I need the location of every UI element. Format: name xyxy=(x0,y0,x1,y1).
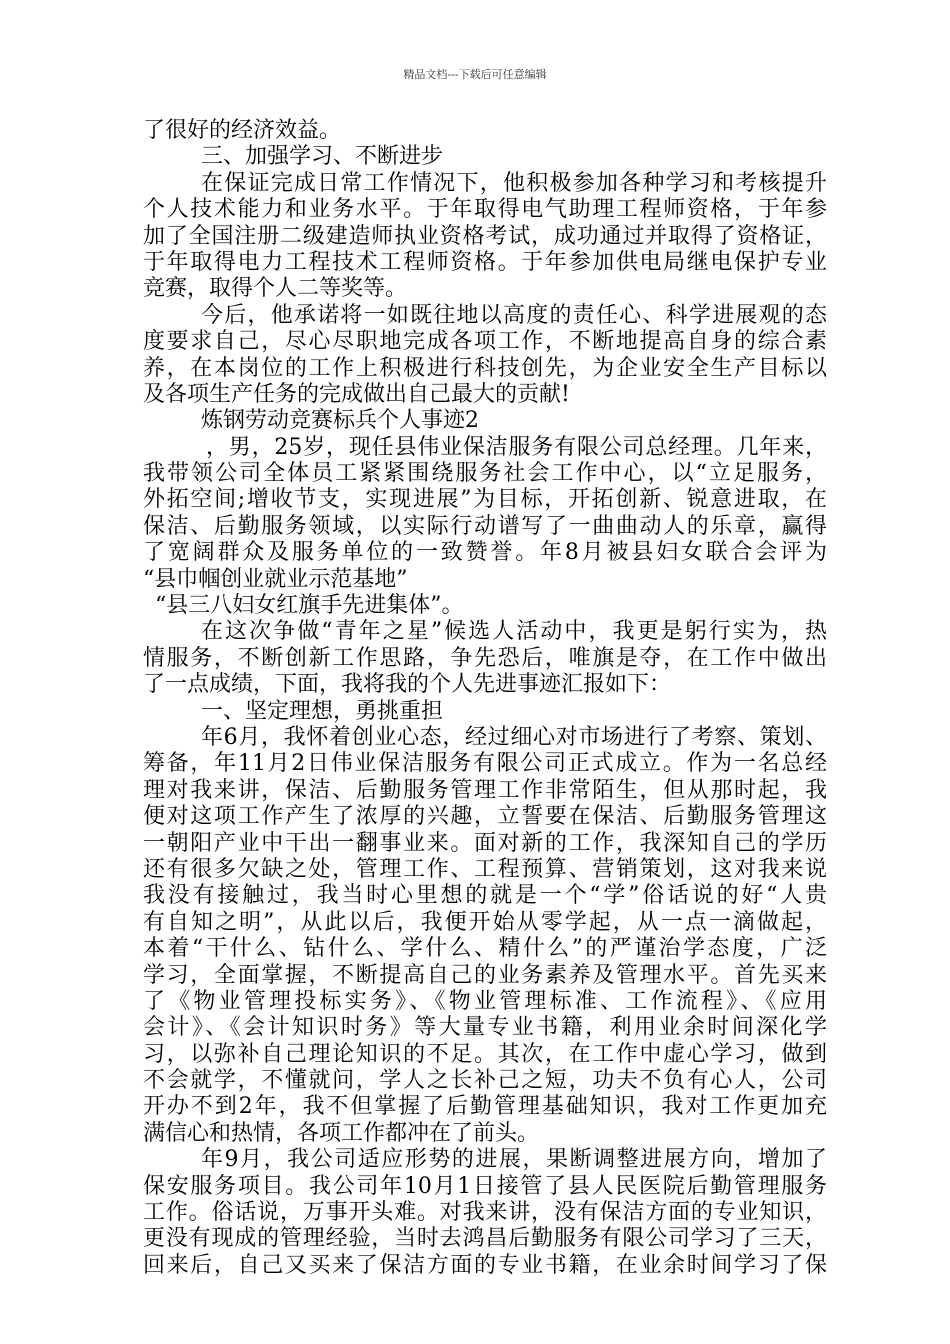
text-line: 养，在本岗位的工作上积极进行科技创先，为企业安全生产目标以 xyxy=(143,355,827,381)
text-line: 更没有现成的管理经验，当时去鸿昌后勤服务有限公司学习了三天， xyxy=(143,1226,827,1252)
text-line: 了一点成绩，下面，我将我的个人先进事迹汇报如下： xyxy=(143,672,672,698)
text-line: 保洁、后勤服务领域，以实际行动谱写了一曲曲动人的乐章，赢得 xyxy=(143,513,827,539)
text-line: 满信心和热情，各项工作都冲在了前头。 xyxy=(143,1120,540,1146)
text-line: 理对我来讲，保洁、后勤服务管理工作非常陌生，但从那时起，我 xyxy=(143,777,827,803)
text-line: 一朝阳产业中干出一翻事业来。面对新的工作，我深知自己的学历 xyxy=(143,830,827,856)
text-line: 情服务，不断创新工作思路，争先恐后，唯旗是夺，在工作中做出 xyxy=(143,645,827,671)
text-line: 一、坚定理想，勇挑重担 xyxy=(201,698,444,724)
text-line: 度要求自己，尽心尽职地完成各项工作，不断地提高自身的综合素 xyxy=(143,329,827,355)
text-line: 了很好的经济效益。 xyxy=(143,118,342,143)
text-line: 竞赛，取得个人二等奖等。 xyxy=(143,276,408,302)
text-line: 会计》、《会计知识时务》等大量专业书籍，利用业余时间深化学 xyxy=(143,1015,827,1041)
document-body xyxy=(143,118,827,1279)
text-line: 还有很多欠缺之处，管理工作、工程预算、营销策划，这对我来说 xyxy=(143,856,827,882)
text-line: “县三八妇女红旗手先进集体”。 xyxy=(155,593,464,619)
text-line: ，男，25岁，现任县伟业保洁服务有限公司总经理。几年来， xyxy=(206,434,827,460)
page-header: 精品文档---下载后可任意编辑 xyxy=(403,68,547,81)
text-line: 在保证完成日常工作情况下，他积极参加各种学习和考核提升 xyxy=(201,170,827,196)
text-line: 习，以弥补自己理论知识的不足。其次，在工作中虚心学习，做到 xyxy=(143,1041,827,1067)
text-line: 开办不到2年，我不但掌握了后勤管理基础知识，我对工作更加充 xyxy=(143,1094,827,1120)
text-line: 三、加强学习、不断进步 xyxy=(201,144,444,170)
text-line: 本着“干什么、钻什么、学什么、精什么”的严谨治学态度，广泛 xyxy=(143,936,827,962)
text-line: 不会就学，不懂就问，学人之长补己之短，功夫不负有心人，公司 xyxy=(143,1068,827,1094)
text-line: 了宽阔群众及服务单位的一致赞誉。年8月被县妇女联合会评为 xyxy=(143,540,827,566)
text-line: 年9月，我公司适应形势的进展，果断调整进展方向，增加了 xyxy=(201,1147,827,1173)
text-line: 工作。俗话说，万事开头难。对我来讲，没有保洁方面的专业知识， xyxy=(143,1200,827,1226)
text-line: 年6月，我怀着创业心态，经过细心对市场进行了考察、策划、 xyxy=(201,724,827,750)
text-line: 学习，全面掌握，不断提高自己的业务素养及管理水平。首先买来 xyxy=(143,962,827,988)
text-line: 保安服务项目。我公司年10月1日接管了县人民医院后勤管理服务 xyxy=(143,1173,827,1199)
text-line: 及各项生产任务的完成做出自己最大的贡献! xyxy=(143,381,570,407)
text-line: 回来后，自己又买来了保洁方面的专业书籍，在业余时间学习了保 xyxy=(143,1252,827,1278)
text-line: 于年取得电力工程技术工程师资格。于年参加供电局继电保护专业 xyxy=(143,249,827,275)
text-line: 我带领公司全体员工紧紧围绕服务社会工作中心，以“立足服务， xyxy=(143,461,827,487)
text-line: 加了全国注册二级建造师执业资格考试，成功通过并取得了资格证， xyxy=(143,223,827,249)
text-line: 了《物业管理投标实务》、《物业管理标准、工作流程》、《应用 xyxy=(143,988,827,1014)
text-line: 炼钢劳动竞赛标兵个人事迹2 xyxy=(201,408,479,434)
text-line: 今后，他承诺将一如既往地以高度的责任心、科学进展观的态 xyxy=(201,302,827,328)
text-line: 在这次争做“青年之星”候选人活动中，我更是躬行实为，热 xyxy=(201,619,827,645)
text-line: 个人技术能力和业务水平。于年取得电气助理工程师资格，于年参 xyxy=(143,197,827,223)
text-line: 外拓空间;增收节支，实现进展”为目标，开拓创新、锐意进取，在 xyxy=(143,487,827,513)
text-line: 便对这项工作产生了浓厚的兴趣，立誓要在保洁、后勤服务管理这 xyxy=(143,804,827,830)
text-line: 我没有接触过，我当时心里想的就是一个“学”俗话说的好“人贵 xyxy=(143,883,827,909)
text-line: 有自知之明”，从此以后，我便开始从零学起，从一点一滴做起， xyxy=(143,909,827,935)
text-line: 筹备，年11月2日伟业保洁服务有限公司正式成立。作为一名总经 xyxy=(143,751,827,777)
text-line: “县巾帼创业就业示范基地” xyxy=(143,566,408,592)
